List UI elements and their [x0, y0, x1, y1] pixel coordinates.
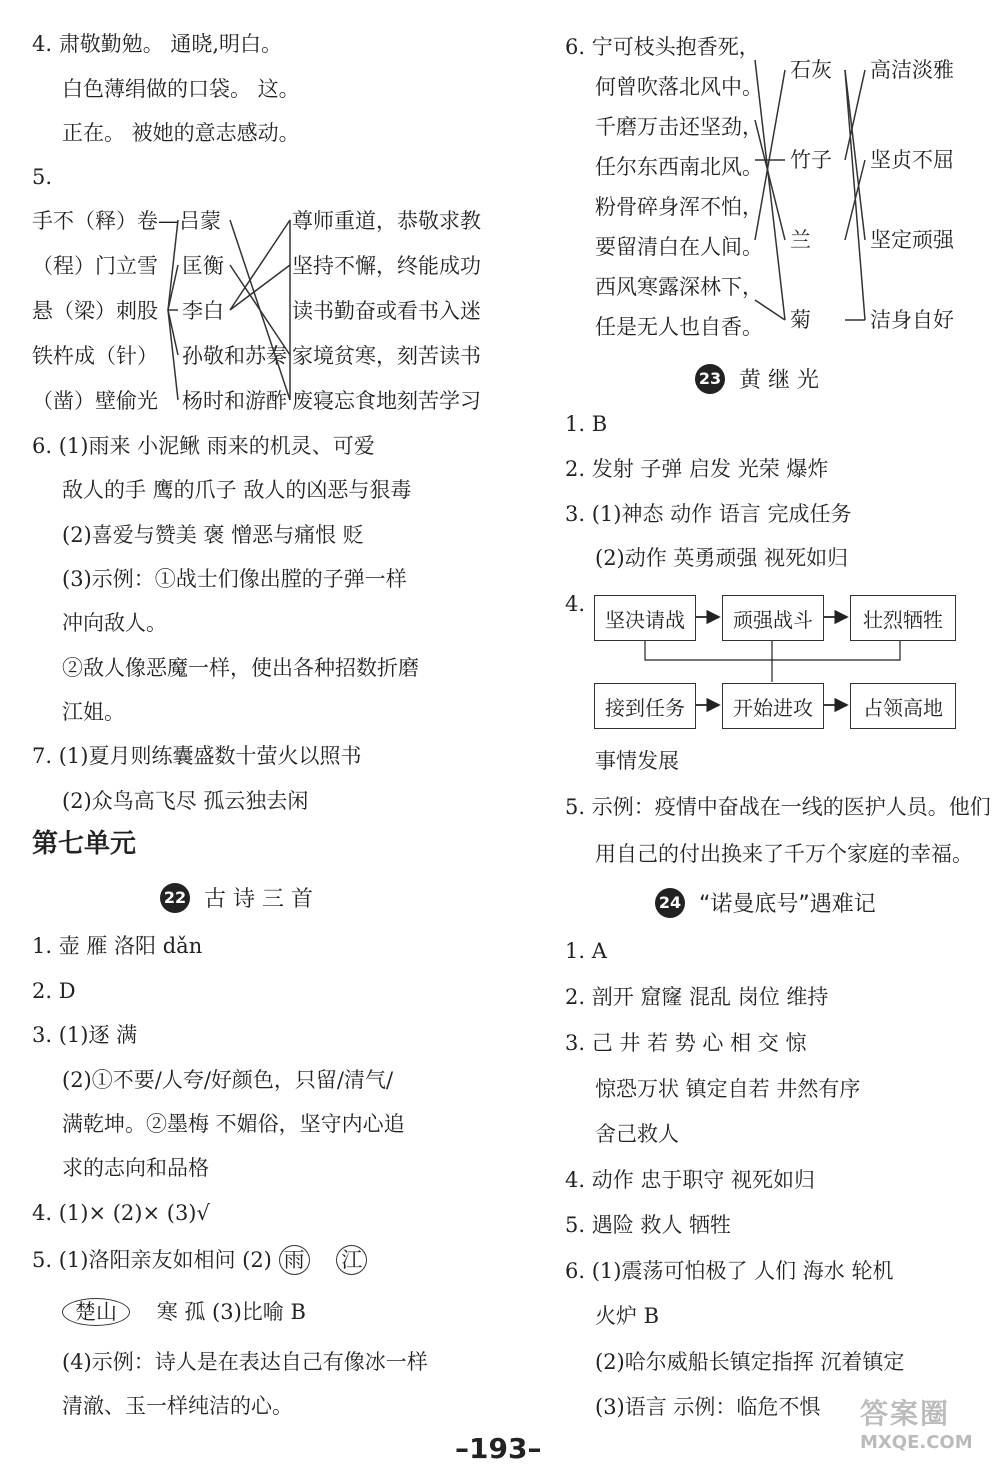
l-q5-left-2: 悬（梁）刺股 — [32, 299, 158, 323]
r-q6-poem-5: 要留清白在人间。 — [595, 235, 763, 259]
lesson-title: 黄 继 光 — [739, 368, 819, 393]
lesson-number-badge: 23 — [695, 364, 725, 394]
l-q5-num: 5. — [32, 165, 53, 189]
flow-box-top-1: 顽强战斗 — [722, 595, 824, 641]
l-q5-mid-3: 杨时和游酢 — [182, 389, 287, 413]
l-q5-right-1: 坚持不懈，终能成功 — [292, 254, 481, 278]
r-q6-poem-3: 任尔东西南北风。 — [595, 155, 763, 179]
l-q6-line2: 敌人的手 鹰的爪子 敌人的凶恶与狠毒 — [62, 478, 412, 502]
l23-a4-caption: 事情发展 — [595, 749, 679, 773]
l22-a2: 2. D — [32, 979, 76, 1003]
l-q6-line6: ②敌人像恶魔一样，使出各种招数折磨 — [62, 656, 419, 680]
l22-a3-line1: 3. (1)逐 满 — [32, 1023, 138, 1047]
flow-box-bottom-0: 接到任务 — [594, 683, 696, 729]
l24-a6-line1: 6. (1)震荡可怕极了 人们 海水 轮机 — [565, 1259, 894, 1283]
l-q5-left-0: 手不（释）卷—吕蒙 — [32, 209, 221, 233]
l24-a6-line4: (3)语言 示例：临危不惧 — [595, 1395, 821, 1419]
l-q5-right-4: 废寝忘食地刻苦学习 — [292, 389, 481, 413]
r-q6-poem-4: 粉骨碎身浑不怕， — [595, 195, 763, 219]
l23-a2: 2. 发射 子弹 启发 光荣 爆炸 — [565, 457, 829, 481]
watermark-line1: 答案圈 — [860, 1397, 951, 1430]
r-q6-mid-3: 菊 — [790, 308, 811, 332]
lesson-number-badge: 22 — [160, 883, 190, 913]
l-q5-mid-1: 李白 — [182, 299, 224, 323]
lesson-title: “诺曼底号”遇难记 — [699, 892, 876, 917]
l-q5-right-3: 家境贫寒，刻苦读书 — [292, 344, 481, 368]
r-q6-right-3: 洁身自好 — [870, 308, 954, 332]
l22-a5-4-line1: (4)示例：诗人是在表达自己有像冰一样 — [62, 1350, 428, 1374]
flow-box-bottom-1: 开始进攻 — [722, 683, 824, 729]
flow-box-top-0: 坚决请战 — [594, 595, 696, 641]
circled-char: 江 — [336, 1245, 367, 1275]
l-q5-left-3: 铁杵成（针） — [32, 344, 158, 368]
l22-a5-4-line2: 清澈、玉一样纯洁的心。 — [62, 1394, 293, 1418]
r-q6-poem-6: 西风寒露深林下， — [595, 275, 763, 299]
l-q4-line2: 白色薄绢做的口袋。 这。 — [62, 77, 300, 101]
r-q6-right-0: 高洁淡雅 — [870, 58, 954, 82]
unit-title: 第七单元 — [32, 829, 137, 859]
l24-a2: 2. 剖开 窟窿 混乱 岗位 维持 — [565, 985, 829, 1009]
flow-box-top-2: 壮烈牺牲 — [850, 595, 956, 641]
circled-char: 雨 — [279, 1245, 310, 1275]
l22-a1: 1. 壶 雁 洛阳 dǎn — [32, 934, 203, 958]
l-q4-line3: 正在。 被她的意志感动。 — [62, 121, 300, 145]
l-q6-line5: 冲向敌人。 — [62, 611, 167, 635]
r-q6-poem-0: 6. 宁可枝头抱香死， — [565, 35, 760, 59]
l24-a3-line3: 舍己救人 — [595, 1122, 679, 1146]
l-q4-line1: 4. 肃敬勤勉。 通晓,明白。 — [32, 32, 283, 56]
l24-a3-line1: 3. 己 井 若 势 心 相 交 惊 — [565, 1031, 807, 1055]
r-q6-mid-1: 竹子 — [790, 148, 832, 172]
l-q5-right-2: 读书勤奋或看书入迷 — [292, 299, 481, 323]
l24-a4: 4. 动作 忠于职守 视死如归 — [565, 1168, 816, 1192]
watermark-logo — [860, 1392, 990, 1467]
l-q5-mid-0: 匡衡 — [182, 254, 224, 278]
l-q6-line3: (2)喜爱与赞美 褒 憎恶与痛恨 贬 — [62, 523, 364, 547]
lesson-24-heading — [655, 887, 876, 918]
r-q6-right-1: 坚贞不屈 — [870, 148, 954, 172]
l23-a3-line1: 3. (1)神态 动作 语言 完成任务 — [565, 502, 852, 526]
l22-a3-line4: 求的志向和品格 — [62, 1156, 209, 1180]
r-q6-poem-2: 千磨万击还坚劲， — [595, 115, 763, 139]
l23-a5-line2: 用自己的付出换来了千万个家庭的幸福。 — [595, 842, 973, 866]
flow-box-bottom-2: 占领高地 — [850, 683, 956, 729]
l-q6-line7: 江姐。 — [62, 700, 125, 724]
ovaled-word: 楚山 — [62, 1298, 130, 1326]
l-q7-line1: 7. (1)夏月则练囊盛数十萤火以照书 — [32, 744, 362, 768]
l-q5-right-0: 尊师重道，恭敬求教 — [292, 209, 481, 233]
page-number: –193– — [455, 1432, 542, 1465]
l24-a3-line2: 惊恐万状 镇定自若 井然有序 — [595, 1077, 861, 1101]
r-q6-mid-2: 兰 — [790, 228, 811, 252]
l23-a5-line1: 5. 示例：疫情中奋战在一线的医护人员。他们 — [565, 795, 991, 819]
l23-a4-num: 4. — [565, 592, 586, 616]
l24-a6-line3: (2)哈尔威船长镇定指挥 沉着镇定 — [595, 1350, 905, 1374]
l-q5-left-1: （程）门立雪 — [32, 254, 158, 278]
l22-a5-rest: 寒 孤 (3)比喻 B — [156, 1300, 306, 1324]
l22-a3-line3: 满乾坤。②墨梅 不媚俗，坚守内心追 — [62, 1112, 405, 1136]
lesson-title: 古 诗 三 首 — [204, 887, 313, 912]
l-q7-line2: (2)众鸟高飞尽 孤云独去闲 — [62, 789, 309, 813]
watermark-line2: MXQE.COM — [860, 1432, 973, 1453]
r-q6-poem-7: 任是无人也自香。 — [595, 315, 763, 339]
l24-a1: 1. A — [565, 939, 607, 963]
l-q6-line4: (3)示例：①战士们像出膛的子弹一样 — [62, 567, 407, 591]
l24-a5: 5. 遇险 救人 牺牲 — [565, 1213, 732, 1237]
l-q5-left-4: （凿）壁偷光 — [32, 389, 158, 413]
l-q6-line1: 6. (1)雨来 小泥鳅 雨来的机灵、可爱 — [32, 434, 375, 458]
r-q6-right-2: 坚定顽强 — [870, 228, 954, 252]
l24-a6-line2: 火炉 B — [595, 1304, 660, 1328]
l-q5-mid-2: 孙敬和苏秦 — [182, 344, 287, 368]
r-q6-mid-0: 石灰 — [790, 58, 832, 82]
lesson-number-badge: 24 — [655, 888, 685, 918]
l23-a3-line2: (2)动作 英勇顽强 视死如归 — [595, 546, 849, 570]
l22-a3-line2: (2)①不要/人夸/好颜色，只留/清气/ — [62, 1068, 394, 1092]
l23-a1: 1. B — [565, 412, 608, 436]
l22-a4: 4. (1)× (2)× (3)√ — [32, 1201, 210, 1225]
l22-a5-prefix: 5. (1)洛阳亲友如相问 (2) — [32, 1248, 272, 1272]
r-q6-poem-1: 何曾吹落北风中。 — [595, 75, 763, 99]
